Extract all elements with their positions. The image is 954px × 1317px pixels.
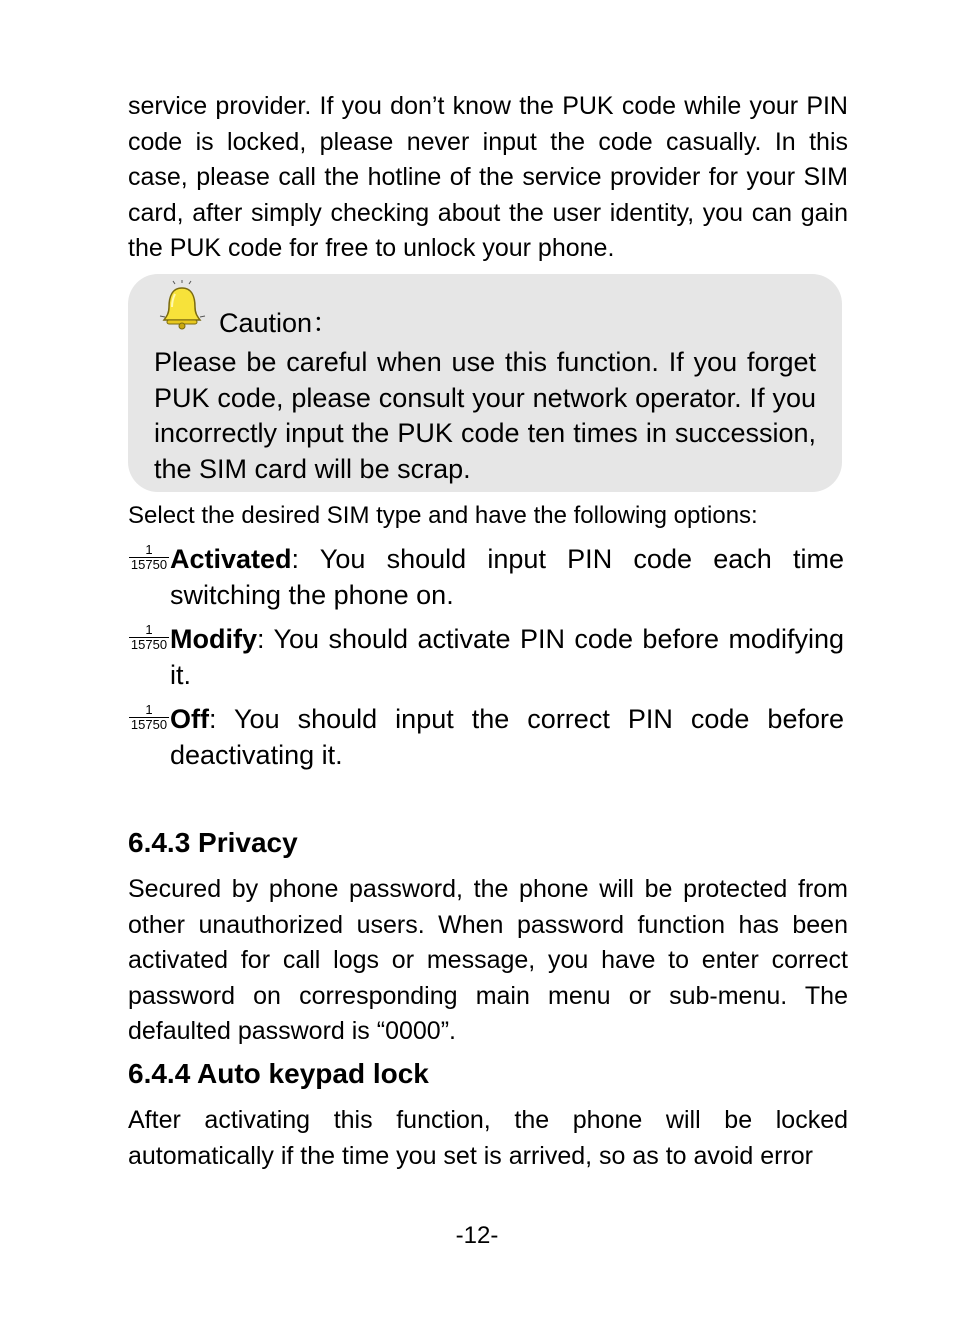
option-label: Off <box>170 704 209 734</box>
option-text: : You should input the correct PIN code before deactivating it. <box>170 704 844 770</box>
page-number: -12- <box>455 1222 499 1249</box>
marker-denominator: 15750 <box>130 637 168 652</box>
keypad-paragraph: After activating this function, the phone will be locked automatically if the time you set is arrived, so as to avoid error <box>128 1106 848 1170</box>
bell-icon <box>158 280 210 330</box>
caution-text: Please be careful when use this function. If you forget PUK code, please consult your network operator. If you incorrectly input the PUK code ten times in succession, the SIM card will be scrap. <box>154 347 816 484</box>
privacy-paragraph: Secured by phone password, the phone will be protected from other unauthorized users. When password function has been activated for call logs or message, you have to enter correct password on corresponding main menu or sub-menu. The defaulted password is “0000”. <box>128 875 848 1045</box>
option-text: : You should activate PIN code before modifying it. <box>170 624 844 690</box>
marker-numerator: 1 <box>145 542 153 557</box>
section-heading-privacy: 6.4.3 Privacy <box>128 827 298 858</box>
option-item <box>170 702 844 773</box>
select-text: Select the desired SIM type and have the following options: <box>128 502 758 529</box>
option-label: Modify <box>170 624 257 654</box>
option-item <box>170 622 844 693</box>
marker-numerator: 1 <box>145 702 153 717</box>
intro-paragraph: service provider. If you don’t know the PUK code while your PIN code is locked, please never input the code casually. In this case, please call the hotline of the service provider for your SIM card, after simply checking about the user identity, you can gain the PUK code for free to unlock your phone. <box>128 92 848 262</box>
caution-title: Caution： <box>219 308 340 338</box>
option-label: Activated <box>170 544 292 574</box>
marker-denominator: 15750 <box>130 717 168 732</box>
marker-numerator: 1 <box>145 622 153 637</box>
fraction-marker <box>129 703 169 739</box>
fraction-marker <box>129 623 169 659</box>
option-text: : You should input PIN code each time switching the phone on. <box>170 544 844 610</box>
marker-denominator: 15750 <box>130 557 168 572</box>
section-heading-keypad-lock: 6.4.4 Auto keypad lock <box>128 1058 429 1089</box>
fraction-marker <box>129 543 169 579</box>
option-item <box>170 542 844 613</box>
